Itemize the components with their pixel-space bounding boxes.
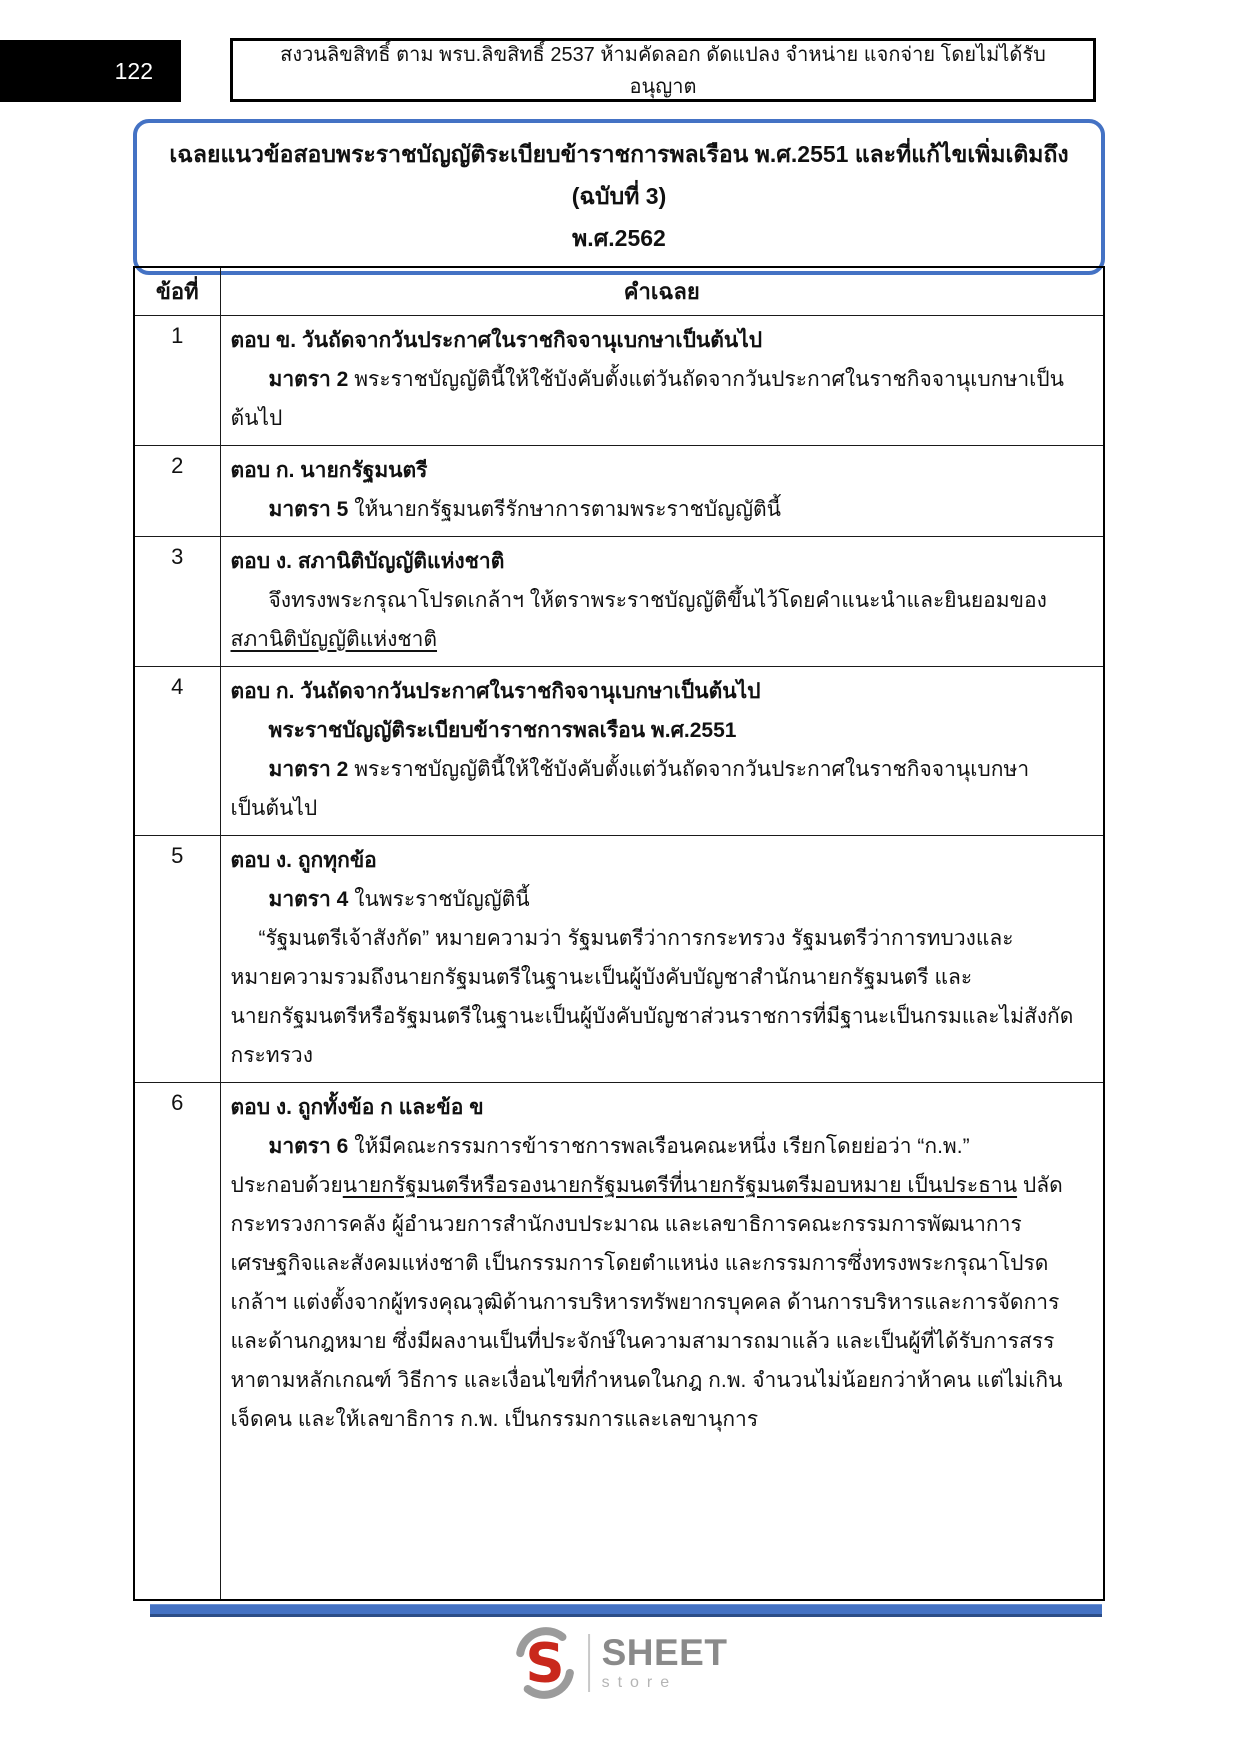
answer-line <box>231 841 1092 880</box>
answer-text-segment: ตอบ ง. ถูกทุกข้อ <box>230 849 377 872</box>
answer-text-segment: “รัฐมนตรีเจ้าสังกัด” หมายความว่า รัฐมนตรีว่าการกระทรวง รัฐมนตรีว่าการทบวงและ <box>258 927 1014 950</box>
answer-text-segment: ให้นายกรัฐมนตรีรักษาการตามพระราชบัญญัตินี้ <box>354 498 781 521</box>
answer-text-segment: ให้มีคณะกรรมการข้าราชการพลเรือนคณะหนึ่ง เรียกโดยย่อว่า “ก.พ.” <box>354 1135 970 1158</box>
answer-line <box>231 542 1092 581</box>
question-number: 2 <box>134 446 220 537</box>
page-number-box <box>0 40 181 102</box>
answer-line <box>231 1166 1092 1205</box>
answer-line <box>231 880 1092 919</box>
answer-text-segment: จึงทรงพระกรุณาโปรดเกล้าฯ ให้ตราพระราชบัญญัติขึ้นไว้โดยคำแนะนำและยินยอมของ <box>268 589 1047 612</box>
answer-text-segment: เป็นต้นไป <box>230 797 318 820</box>
exam-title-line2: พ.ศ.2562 <box>572 225 666 251</box>
logo-text <box>601 1631 728 1693</box>
answer-text-segment: พระราชบัญญัติระเบียบข้าราชการพลเรือน พ.ศ.2551 <box>268 719 737 742</box>
answer-table <box>133 266 1105 1601</box>
answer-line <box>231 997 1092 1036</box>
copyright-notice-box <box>230 38 1096 102</box>
answer-text-segment: ตอบ ข. วันถัดจากวันประกาศในราชกิจจานุเบกษาเป็นต้นไป <box>230 329 763 352</box>
answer-cell <box>220 316 1104 446</box>
answer-table-wrap <box>133 266 1105 1601</box>
page-number: 122 <box>114 57 153 84</box>
answer-cell <box>220 836 1104 1083</box>
footer-divider-bar <box>150 1604 1102 1617</box>
answer-line <box>231 1322 1092 1361</box>
answer-text-segment: เศรษฐกิจและสังคมแห่งชาติ เป็นกรรมการโดยตำแหน่ง และกรรมการซึ่งทรงพระกรุณาโปรด <box>230 1252 1049 1275</box>
answer-line <box>231 321 1092 360</box>
answer-text-segment: นายกรัฐมนตรีหรือรองนายกรัฐมนตรีที่นายกรัฐมนตรีมอบหมาย เป็นประธาน <box>342 1174 1018 1197</box>
answer-line <box>231 1088 1092 1127</box>
answer-text-segment: นายกรัฐมนตรีหรือรัฐมนตรีในฐานะเป็นผู้บังคับบัญชาส่วนราชการที่มีฐานะเป็นกรมและไม่สังกัด <box>230 1005 1074 1028</box>
answer-text-segment: ในพระราชบัญญัตินี้ <box>354 888 530 911</box>
answer-line <box>231 399 1092 438</box>
answer-text-segment: ตอบ ก. นายกรัฐมนตรี <box>230 459 428 482</box>
answer-line <box>231 789 1092 828</box>
answer-text-segment: ตอบ ง. ถูกทั้งข้อ ก และข้อ ข <box>230 1096 484 1119</box>
answer-text-segment: มาตรา 4 <box>268 888 355 911</box>
answer-line <box>231 581 1092 620</box>
answer-text-segment: ต้นไป <box>230 407 283 430</box>
answer-text-segment: มาตรา 5 <box>268 498 355 521</box>
question-number: 1 <box>134 316 220 446</box>
exam-title-line1: เฉลยแนวข้อสอบพระราชบัญญัติระเบียบข้าราชการพลเรือน พ.ศ.2551 และที่แก้ไขเพิ่มเติมถึง (ฉบับที่ 3) <box>169 141 1069 209</box>
table-row <box>134 316 1104 446</box>
sheet-store-logo <box>514 1627 728 1699</box>
answer-text-segment: กระทรวงการคลัง ผู้อำนวยการสำนักงบประมาณ และเลขาธิการคณะกรรมการพัฒนาการ <box>230 1213 1022 1236</box>
answer-line <box>231 620 1092 659</box>
table-row <box>134 446 1104 537</box>
answer-text-segment: มาตรา 2 <box>268 368 355 391</box>
answer-line <box>231 1205 1092 1244</box>
answer-text-segment: ประกอบด้วย <box>230 1174 343 1197</box>
answer-cell <box>220 1083 1104 1601</box>
answer-cell <box>220 667 1104 836</box>
answer-line <box>231 1283 1092 1322</box>
table-row <box>134 537 1104 667</box>
answer-text-segment: มาตรา 6 <box>268 1135 355 1158</box>
answer-line <box>231 490 1092 529</box>
answer-line <box>231 451 1092 490</box>
answer-text-segment: สภานิติบัญญัติแห่งชาติ <box>230 628 438 651</box>
logo-divider-line <box>588 1634 590 1692</box>
column-header-answer: คำเฉลย <box>220 267 1104 316</box>
answer-table-body <box>134 316 1104 1601</box>
table-header-row <box>134 267 1104 316</box>
table-row <box>134 667 1104 836</box>
answer-line <box>231 1400 1092 1439</box>
answer-text-segment: และด้านกฎหมาย ซึ่งมีผลงานเป็นที่ประจักษ์ในความสามารถมาแล้ว และเป็นผู้ที่ได้รับการสรร <box>230 1330 1055 1353</box>
answer-text-segment: ปลัด <box>1017 1174 1063 1197</box>
answer-line <box>231 958 1092 997</box>
answer-text-segment: หาตามหลักเกณฑ์ วิธีการ และเงื่อนไขที่กำหนดในกฎ ก.พ. จำนวนไม่น้อยกว่าห้าคน แต่ไม่เกิน <box>230 1369 1063 1392</box>
table-row <box>134 836 1104 1083</box>
answer-text-segment: กระทรวง <box>230 1044 313 1067</box>
answer-text-segment: พระราชบัญญัตินี้ให้ใช้บังคับตั้งแต่วันถัดจากวันประกาศในราชกิจจานุเบกษา <box>354 758 1030 781</box>
question-number: 4 <box>134 667 220 836</box>
logo-brand-text: SHEET <box>601 1631 728 1673</box>
question-number: 5 <box>134 836 220 1083</box>
answer-line <box>231 750 1092 789</box>
answer-cell <box>220 446 1104 537</box>
answer-line <box>231 1244 1092 1283</box>
answer-text-segment: ตอบ ง. สภานิติบัญญัติแห่งชาติ <box>230 550 505 573</box>
answer-line <box>231 919 1092 958</box>
answer-text-segment: เจ็ดคน และให้เลขาธิการ ก.พ. เป็นกรรมการและเลขานุการ <box>230 1408 759 1431</box>
svg-text:S: S <box>524 1630 565 1695</box>
answer-cell <box>220 537 1104 667</box>
answer-text-segment: หมายความรวมถึงนายกรัฐมนตรีในฐานะเป็นผู้บังคับบัญชาสำนักนายกรัฐมนตรี และ <box>230 966 973 989</box>
sheet-store-logo-icon <box>514 1627 576 1699</box>
answer-line <box>231 1036 1092 1075</box>
answer-line <box>231 360 1092 399</box>
exam-title-box <box>133 119 1105 275</box>
answer-text-segment: เกล้าฯ แต่งตั้งจากผู้ทรงคุณวุฒิด้านการบริหารทรัพยากรบุคคล ด้านการบริหารและการจัดการ <box>230 1291 1060 1314</box>
answer-line <box>231 672 1092 711</box>
logo-sub-text: store <box>601 1673 678 1691</box>
answer-line <box>231 1127 1092 1166</box>
question-number: 3 <box>134 537 220 667</box>
table-row <box>134 1083 1104 1601</box>
answer-text-segment: พระราชบัญญัตินี้ให้ใช้บังคับตั้งแต่วันถัดจากวันประกาศในราชกิจจานุเบกษาเป็น <box>354 368 1064 391</box>
copyright-text: สงวนลิขสิทธิ์ ตาม พรบ.ลิขสิทธิ์ 2537 ห้ามคัดลอก ดัดแปลง จำหน่าย แจกจ่าย โดยไม่ได้รับอนุญาต <box>280 44 1046 98</box>
answer-text-segment: มาตรา 2 <box>268 758 355 781</box>
question-number: 6 <box>134 1083 220 1601</box>
answer-line <box>231 711 1092 750</box>
column-header-question-no: ข้อที่ <box>134 267 220 316</box>
answer-line <box>231 1361 1092 1400</box>
answer-text-segment: ตอบ ก. วันถัดจากวันประกาศในราชกิจจานุเบกษาเป็นต้นไป <box>230 680 761 703</box>
